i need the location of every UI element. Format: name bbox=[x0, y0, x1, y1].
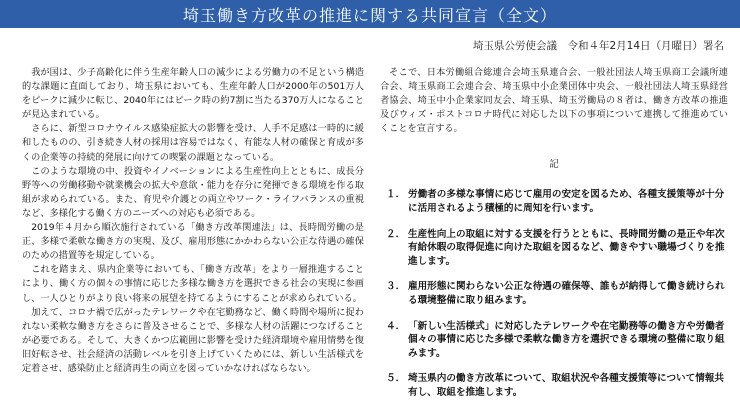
item-text: 「新しい生活様式」に対応したテレワークや在宅勤務等の働き方や労働者個々の事情に応じた多様で柔軟な働き方を選択できる環境の整備に取り組みます。 bbox=[408, 320, 725, 359]
item-number: ３． bbox=[386, 281, 406, 293]
signature-line: 埼玉県公労使会議 令和４年2月14日（月曜日）署名 bbox=[472, 40, 724, 52]
item-text: 生産性向上の取組に対する支援を行うとともに、長時間労働の是正や年次有給休暇の取得促進に向けた取組を図るなど、働きやすい職場づくりを推進します。 bbox=[408, 228, 725, 267]
item-text: 雇用形態に関わらない公正な待遇の確保等、誰もが納得して働き続けられる環境整備に取り組みます。 bbox=[408, 281, 725, 307]
left-column bbox=[22, 66, 364, 376]
declaration-item bbox=[380, 188, 728, 215]
document-title: 埼玉働き方改革の推進に関する共同宣言（全文） bbox=[182, 5, 557, 25]
body-paragraph: このような環境の中、投資やイノベーションによる生産性向上とともに、成長分野等への労働移動や就業機会の拡大や意欲・能力を存分に発揮できる環境を作る取組が求められている。また、育児や介護との両立やワーク・ライフバランスの重視など、多様化する働く方のニーズへの対応も必須である。 bbox=[22, 165, 364, 219]
declaration-list bbox=[380, 188, 728, 399]
right-column bbox=[380, 66, 728, 412]
declaration-item bbox=[380, 320, 728, 361]
body-paragraph: 加えて、コロナ禍で広がったテレワークや在宅勤務など、働く時間や場所に捉われない柔軟な働き方をさらに普及させることで、多様な人材の活躍につなげることが必要である。そして、大きくかつ広範囲に影響を受けた経済環境や雇用情勢を復旧好転させ、社会経済の活動レベルを引き上げていくためには、新しい生活様式を定着させ、感染防止と経済再生の両立を図っていかなければならない。 bbox=[22, 306, 364, 374]
declaration-item bbox=[380, 228, 728, 269]
ki-heading: 記 bbox=[549, 159, 559, 171]
declaration-item bbox=[380, 372, 728, 399]
item-text: 埼玉県内の働き方改革について、取組状況や各種支援策等について情報共有し、取組を推進します。 bbox=[408, 373, 725, 398]
item-number: ５． bbox=[386, 373, 406, 385]
item-number: １． bbox=[386, 189, 406, 201]
item-text: 労働者の多様な事情に応じて雇用の安定を図るため、各種支援策等が十分に活用されるよう積極的に周知を行います。 bbox=[408, 189, 725, 215]
item-number: ２． bbox=[386, 228, 406, 240]
item-number: ４． bbox=[386, 320, 406, 332]
title-bar bbox=[0, 0, 740, 28]
declaration-intro: そこで、日本労働組合総連合会埼玉県連合会、一般社団法人埼玉県商工会議所連合会、埼玉県商工会連合会、埼玉県中小企業団体中央会、一般社団法人埼玉県経営者協会、埼玉中小企業家同友会、埼玉県、埼玉労働局の８者は、働き方改革の推進及びウィズ・ポストコロナ時代に対応した以下の事項について連携して推進めていくことを宣言する。 bbox=[380, 67, 728, 135]
body-paragraph: 我が国は、少子高齢化に伴う生産年齢人口の減少による労働力の不足という構造的な課題に直面しており、埼玉県においても、生産年齢人口が2000年の501万人をピークに減少に転じ、2040年にはピーク時の約7割に当たる370万人になることが見込まれている。 bbox=[22, 67, 364, 121]
body-paragraph: 2019年４月から順次施行されている「働き方改革関連法」は、長時間労働の是正、多様で柔軟な働き方の実現、及び、雇用形態にかかわらない公正な待遇の確保のための措置等を規定している。 bbox=[22, 222, 364, 262]
declaration-item bbox=[380, 280, 728, 307]
body-paragraph: これを踏まえ、県内企業等においても、「働き方改革」をより一層推進することにより、働く方の個々の事情に応じた多様な働き方を選択できる社会の実現に参画し、一人ひとりがより良い将来の展望を持てるようにすることが求められている。 bbox=[22, 264, 364, 304]
body-paragraph: さらに、新型コロナウイルス感染症拡大の影響を受け、人手不足感は一時的に緩和したものの、引き続き人材の採用は容易ではなく、有能な人材の確保と育成が多くの企業等の持続的発展に向けての喫緊の課題となっている。 bbox=[22, 123, 364, 163]
